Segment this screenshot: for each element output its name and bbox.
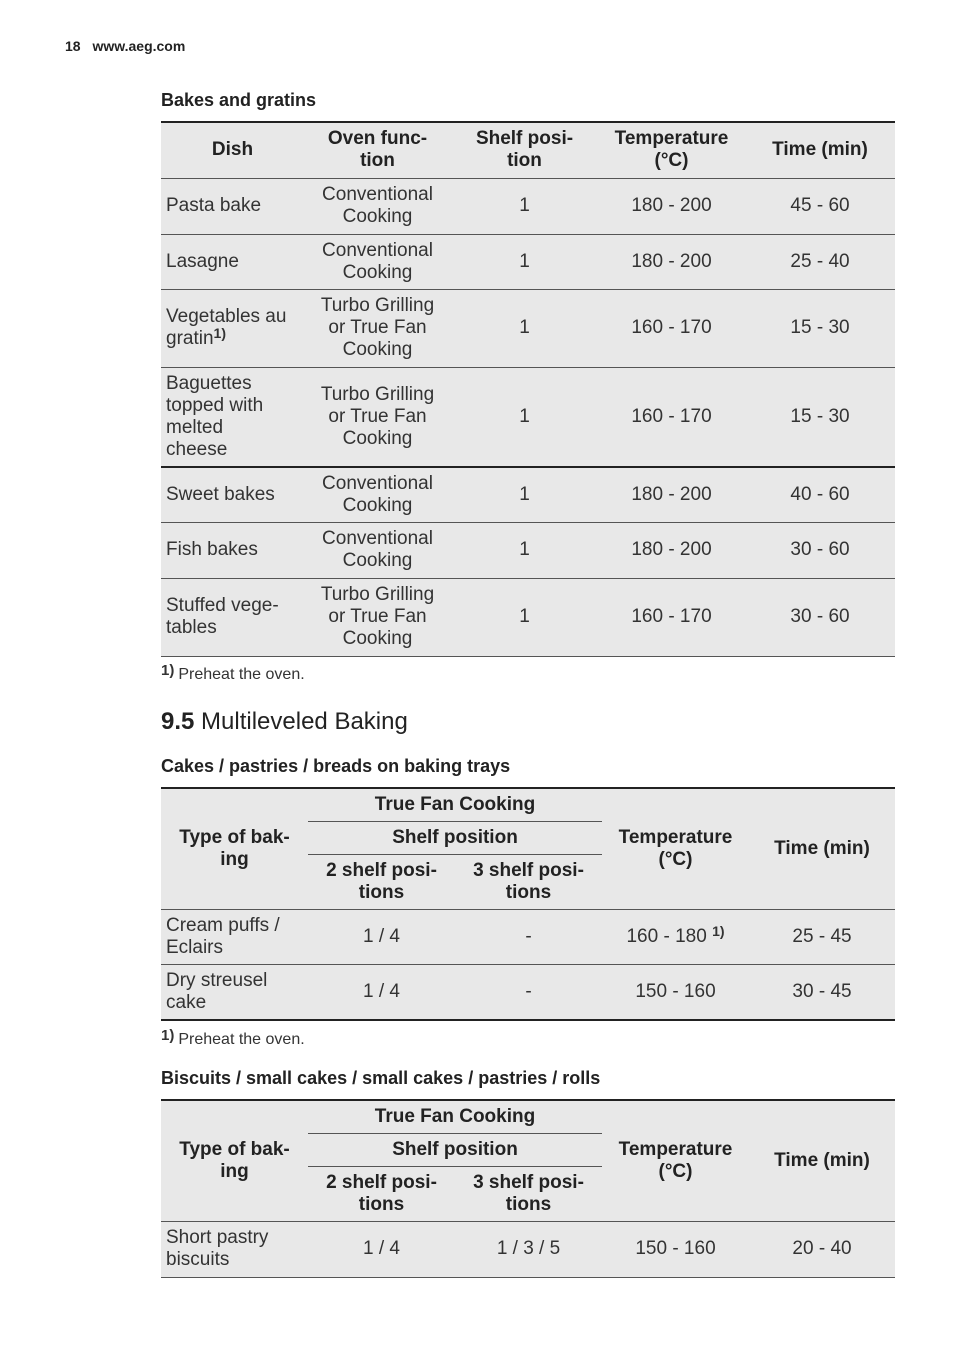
- shelf-cell: 1: [451, 289, 598, 367]
- dish-cell: Vegetables au gratin$^{1)}$: [161, 289, 304, 367]
- biscuits-table-title: Biscuits / small cakes / small cakes / pastries / rolls: [161, 1068, 601, 1088]
- table-row: [161, 467, 895, 522]
- time-cell: 45 - 60: [745, 178, 895, 234]
- time-cell: 40 - 60: [745, 467, 895, 522]
- time-cell: 25 - 45: [749, 909, 895, 964]
- temp-cell: 180 - 200: [598, 234, 745, 289]
- two-shelf-cell: 1 / 4: [308, 909, 455, 964]
- page-header: [65, 38, 185, 54]
- table-row: [161, 178, 895, 234]
- footnote-marker: 1): [161, 1027, 175, 1044]
- column-header-type: Type of bak- ing: [161, 1100, 308, 1221]
- cakes-footnote: [161, 1027, 305, 1049]
- table-header-row: [161, 788, 895, 821]
- three-shelf-cell: -: [455, 909, 602, 964]
- table-header-row: [161, 122, 895, 178]
- dish-cell: Fish bakes: [161, 522, 304, 578]
- table-row: [161, 367, 895, 467]
- dish-cell: Baguettes topped with melted cheese: [161, 367, 304, 467]
- footnote-marker: 1): [712, 922, 725, 939]
- three-shelf-cell: 1 / 3 / 5: [455, 1221, 602, 1277]
- table-row: [161, 522, 895, 578]
- two-shelf-cell: 1 / 4: [308, 964, 455, 1020]
- footnote-text: Preheat the oven.: [178, 666, 305, 683]
- temp-cell: 160 - 170: [598, 367, 745, 467]
- column-header-time: Time (min): [745, 122, 895, 178]
- time-cell: 30 - 45: [749, 964, 895, 1020]
- table-row: [161, 1221, 895, 1277]
- dish-cell: Lasagne: [161, 234, 304, 289]
- temp-cell: 150 - 160: [602, 964, 749, 1020]
- column-header-shelf-position: Shelf posi- tion: [451, 122, 598, 178]
- temp-cell: 180 - 200: [598, 522, 745, 578]
- temp-cell: 160 - 170: [598, 289, 745, 367]
- type-cell: Dry streusel cake: [161, 964, 308, 1020]
- section-title: Multileveled Baking: [201, 708, 408, 735]
- time-cell: 30 - 60: [745, 522, 895, 578]
- table-row: [161, 964, 895, 1020]
- function-cell: Conventional Cooking: [304, 234, 451, 289]
- column-header-shelf-position: Shelf position: [308, 821, 602, 854]
- footnote-marker: 1): [161, 662, 175, 679]
- bakes-footnote: [161, 662, 305, 684]
- column-header-time: Time (min): [749, 1100, 895, 1221]
- two-shelf-cell: 1 / 4: [308, 1221, 455, 1277]
- cakes-table-title: Cakes / pastries / breads on baking trays: [161, 756, 511, 776]
- dish-cell: Pasta bake: [161, 178, 304, 234]
- shelf-cell: 1: [451, 178, 598, 234]
- dish-cell: Sweet bakes: [161, 467, 304, 522]
- website-url: www.aeg.com: [92, 38, 186, 54]
- section-heading: [161, 708, 408, 736]
- bakes-table-title: Bakes and gratins: [161, 90, 317, 110]
- time-cell: 15 - 30: [745, 289, 895, 367]
- function-cell: Turbo Grilling or True Fan Cooking: [304, 578, 451, 656]
- function-cell: Turbo Grilling or True Fan Cooking: [304, 289, 451, 367]
- footnote-text: Preheat the oven.: [178, 1031, 305, 1048]
- column-header-time: Time (min): [749, 788, 895, 909]
- column-header-three-shelf: 3 shelf posi- tions: [455, 854, 602, 909]
- column-header-temperature: Temperature (°C): [602, 1100, 749, 1221]
- temp-cell: 180 - 200: [598, 178, 745, 234]
- column-header-dish: Dish: [161, 122, 304, 178]
- function-cell: Turbo Grilling or True Fan Cooking: [304, 367, 451, 467]
- time-cell: 20 - 40: [749, 1221, 895, 1277]
- column-header-true-fan: True Fan Cooking: [308, 788, 602, 821]
- table-header-row: [161, 1100, 895, 1133]
- column-header-two-shelf: 2 shelf posi- tions: [308, 854, 455, 909]
- biscuits-table: [161, 1099, 895, 1278]
- shelf-cell: 1: [451, 467, 598, 522]
- column-header-shelf-position: Shelf position: [308, 1133, 602, 1166]
- time-cell: 15 - 30: [745, 367, 895, 467]
- function-cell: Conventional Cooking: [304, 178, 451, 234]
- column-header-oven-function: Oven func- tion: [304, 122, 451, 178]
- shelf-cell: 1: [451, 578, 598, 656]
- temp-cell: 150 - 160: [602, 1221, 749, 1277]
- temp-cell: 180 - 200: [598, 467, 745, 522]
- bakes-table: [161, 121, 895, 657]
- temp-cell: 160 - 170: [598, 578, 745, 656]
- column-header-type: Type of bak- ing: [161, 788, 308, 909]
- table-row: [161, 234, 895, 289]
- table-row: [161, 909, 895, 964]
- section-number: 9.5: [161, 708, 195, 735]
- column-header-temperature: Temperature (°C): [602, 788, 749, 909]
- footnote-marker: 1): [213, 325, 226, 341]
- column-header-temperature: Temperature (°C): [598, 122, 745, 178]
- temp-cell: 160 - 180 $^{1)}$: [602, 909, 749, 964]
- cakes-table: [161, 787, 895, 1021]
- shelf-cell: 1: [451, 234, 598, 289]
- function-cell: Conventional Cooking: [304, 467, 451, 522]
- column-header-true-fan: True Fan Cooking: [308, 1100, 602, 1133]
- time-cell: 25 - 40: [745, 234, 895, 289]
- table-row: [161, 289, 895, 367]
- type-cell: Short pastry biscuits: [161, 1221, 308, 1277]
- dish-cell: Stuffed vege- tables: [161, 578, 304, 656]
- column-header-three-shelf: 3 shelf posi- tions: [455, 1166, 602, 1221]
- shelf-cell: 1: [451, 522, 598, 578]
- page-number: 18: [65, 38, 81, 54]
- shelf-cell: 1: [451, 367, 598, 467]
- table-row: [161, 578, 895, 656]
- function-cell: Conventional Cooking: [304, 522, 451, 578]
- column-header-two-shelf: 2 shelf posi- tions: [308, 1166, 455, 1221]
- three-shelf-cell: -: [455, 964, 602, 1020]
- type-cell: Cream puffs / Eclairs: [161, 909, 308, 964]
- time-cell: 30 - 60: [745, 578, 895, 656]
